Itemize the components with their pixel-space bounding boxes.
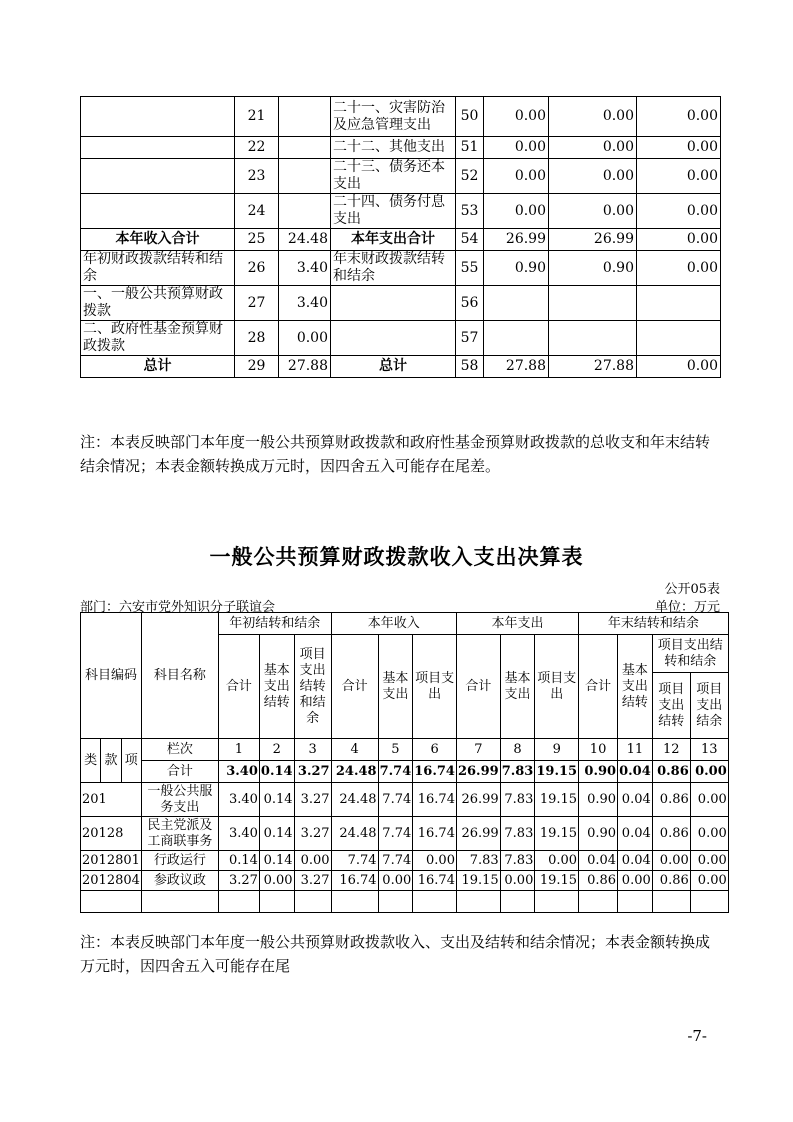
value-cell: 7.74 — [331, 851, 378, 871]
empty-cell — [618, 891, 653, 913]
column-number: 11 — [618, 739, 653, 761]
value-cell: 0.14 — [218, 851, 259, 871]
row-number: 25 — [235, 229, 279, 251]
subject-code: 20128 — [81, 817, 142, 851]
income-label — [81, 97, 235, 137]
empty-cell — [413, 891, 457, 913]
expense-label: 年末财政拨款结转和结余 — [331, 251, 456, 286]
value-cell: 3.40 — [218, 783, 259, 817]
value-cell: 0.00 — [294, 851, 331, 871]
header-group-3: 本年支出 — [456, 613, 578, 635]
expense-label: 本年支出合计 — [331, 229, 456, 251]
value-cell: 0.00 — [535, 851, 579, 871]
table-row — [81, 194, 721, 229]
value-cell: 0.90 — [579, 817, 618, 851]
header-basic-carry: 基本支出结转 — [259, 635, 294, 739]
value-cell: 0.86 — [652, 871, 690, 891]
income-amount: 3.40 — [279, 251, 331, 286]
income-amount — [279, 159, 331, 194]
value-cell: 3.27 — [218, 871, 259, 891]
unit-label: 单位：万元 — [654, 600, 720, 615]
column-number: 1 — [218, 739, 259, 761]
header-kuan: 款 — [101, 739, 121, 783]
column-number: 13 — [690, 739, 728, 761]
subject-name: 行政运行 — [141, 851, 218, 871]
expense-general: 26.99 — [549, 229, 637, 251]
department-label: 部门：六安市党外知识分子联谊会 — [80, 600, 276, 615]
subject-name: 参政议政 — [141, 871, 218, 891]
row-number: 23 — [235, 159, 279, 194]
value-cell: 0.00 — [378, 871, 413, 891]
column-number: 3 — [294, 739, 331, 761]
header-xiang: 项 — [121, 739, 141, 783]
row-number: 53 — [456, 194, 484, 229]
expense-total — [484, 286, 549, 321]
value-cell: 7.83 — [500, 783, 535, 817]
income-amount: 3.40 — [279, 286, 331, 321]
row-number: 29 — [235, 356, 279, 378]
expense-label: 二十一、灾害防治及应急管理支出 — [331, 97, 456, 137]
value-cell: 16.74 — [413, 783, 457, 817]
subject-code: 2012804 — [81, 871, 142, 891]
row-number: 54 — [456, 229, 484, 251]
expense-general: 0.00 — [549, 159, 637, 194]
expense-label: 总计 — [331, 356, 456, 378]
total-value: 0.86 — [652, 761, 690, 783]
value-cell: 26.99 — [456, 783, 500, 817]
value-cell: 24.48 — [331, 783, 378, 817]
expense-label: 二十三、债务还本支出 — [331, 159, 456, 194]
total-value: 0.90 — [579, 761, 618, 783]
row-number: 50 — [456, 97, 484, 137]
value-cell: 0.00 — [690, 871, 728, 891]
expense-total: 0.00 — [484, 137, 549, 159]
income-amount — [279, 97, 331, 137]
value-cell: 19.15 — [535, 871, 579, 891]
total-value: 3.40 — [218, 761, 259, 783]
value-cell: 0.04 — [579, 851, 618, 871]
table-row — [81, 229, 721, 251]
income-amount — [279, 137, 331, 159]
column-number: 12 — [652, 739, 690, 761]
column-number: 6 — [413, 739, 457, 761]
header-basic: 基本支出 — [500, 635, 535, 739]
form-code: 公开05表 — [664, 582, 720, 597]
empty-cell — [378, 891, 413, 913]
column-number: 7 — [456, 739, 500, 761]
table-row — [81, 817, 729, 851]
total-value: 19.15 — [535, 761, 579, 783]
income-amount — [279, 194, 331, 229]
table-row — [81, 871, 729, 891]
empty-cell — [331, 891, 378, 913]
empty-cell — [218, 891, 259, 913]
empty-cell — [690, 891, 728, 913]
expense-fund — [637, 321, 721, 356]
row-number: 26 — [235, 251, 279, 286]
value-cell: 0.04 — [618, 851, 653, 871]
header-total: 合计 — [218, 635, 259, 739]
value-cell: 16.74 — [331, 871, 378, 891]
total-value: 7.83 — [500, 761, 535, 783]
value-cell: 0.90 — [579, 783, 618, 817]
row-number: 28 — [235, 321, 279, 356]
subject-code: 2012801 — [81, 851, 142, 871]
header-project-carry-balance: 项目支出结转和结余 — [294, 635, 331, 739]
expense-general: 0.00 — [549, 137, 637, 159]
table-row — [81, 286, 721, 321]
value-cell: 0.14 — [259, 783, 294, 817]
expense-fund: 0.00 — [637, 137, 721, 159]
value-cell: 3.27 — [294, 871, 331, 891]
expense-total — [484, 321, 549, 356]
header-total: 合计 — [456, 635, 500, 739]
income-label: 总计 — [81, 356, 235, 378]
row-number: 56 — [456, 286, 484, 321]
income-label — [81, 137, 235, 159]
header-lanci: 栏次 — [141, 739, 218, 761]
budget-table — [80, 612, 729, 913]
value-cell: 7.74 — [378, 817, 413, 851]
value-cell: 16.74 — [413, 871, 457, 891]
empty-cell — [81, 891, 142, 913]
income-amount: 24.48 — [279, 229, 331, 251]
row-number: 55 — [456, 251, 484, 286]
empty-cell — [535, 891, 579, 913]
empty-cell — [652, 891, 690, 913]
value-cell: 7.83 — [456, 851, 500, 871]
value-cell: 0.04 — [618, 783, 653, 817]
income-label: 年初财政拨款结转和结余 — [81, 251, 235, 286]
note-1: 注：本表反映部门本年度一般公共预算财政拨款和政府性基金预算财政拨款的总收支和年末结转结余情况；本表金额转换成万元时，因四舍五入可能存在尾差。 — [80, 433, 711, 475]
column-number: 8 — [500, 739, 535, 761]
expense-label — [331, 286, 456, 321]
header-project-balance: 项目支出结余 — [690, 673, 728, 739]
header-project: 项目支出 — [535, 635, 579, 739]
total-value: 0.00 — [690, 761, 728, 783]
row-number: 27 — [235, 286, 279, 321]
table-row — [81, 251, 721, 286]
income-label: 一、一般公共预算财政拨款 — [81, 286, 235, 321]
page-title: 一般公共预算财政拨款收入支出决算表 — [209, 544, 584, 569]
value-cell: 0.00 — [259, 871, 294, 891]
expense-fund: 0.00 — [637, 194, 721, 229]
header-basic-carry: 基本支出结转 — [618, 635, 653, 739]
empty-cell — [579, 891, 618, 913]
value-cell: 19.15 — [535, 817, 579, 851]
value-cell: 0.86 — [652, 817, 690, 851]
value-cell: 0.00 — [652, 851, 690, 871]
value-cell: 0.04 — [618, 817, 653, 851]
value-cell: 0.00 — [618, 871, 653, 891]
table-row — [81, 783, 729, 817]
expense-fund: 0.00 — [637, 356, 721, 378]
expense-total: 26.99 — [484, 229, 549, 251]
value-cell: 3.27 — [294, 783, 331, 817]
expense-fund: 0.00 — [637, 97, 721, 137]
expense-fund: 0.00 — [637, 229, 721, 251]
row-number: 21 — [235, 97, 279, 137]
expense-general — [549, 321, 637, 356]
header-project-carry: 项目支出结转 — [652, 673, 690, 739]
value-cell: 16.74 — [413, 817, 457, 851]
column-number: 10 — [579, 739, 618, 761]
total-value: 3.27 — [294, 761, 331, 783]
row-number: 22 — [235, 137, 279, 159]
income-amount: 27.88 — [279, 356, 331, 378]
value-cell: 0.00 — [690, 851, 728, 871]
expense-total: 0.00 — [484, 194, 549, 229]
column-number: 5 — [378, 739, 413, 761]
expense-general: 0.90 — [549, 251, 637, 286]
value-cell: 0.00 — [690, 783, 728, 817]
total-label: 合计 — [141, 761, 218, 783]
value-cell: 7.83 — [500, 851, 535, 871]
table-row — [81, 851, 729, 871]
total-value: 0.14 — [259, 761, 294, 783]
subject-code: 201 — [81, 783, 142, 817]
value-cell: 7.83 — [500, 817, 535, 851]
row-number: 24 — [235, 194, 279, 229]
total-value: 26.99 — [456, 761, 500, 783]
expense-general — [549, 286, 637, 321]
header-project: 项目支出 — [413, 635, 457, 739]
value-cell: 0.00 — [500, 871, 535, 891]
expense-fund — [637, 286, 721, 321]
column-number: 2 — [259, 739, 294, 761]
column-number: 9 — [535, 739, 579, 761]
summary-table — [80, 96, 721, 378]
value-cell: 0.86 — [579, 871, 618, 891]
header-code: 科目编码 — [81, 613, 142, 739]
empty-cell — [456, 891, 500, 913]
subject-name: 一般公共服务支出 — [141, 783, 218, 817]
row-number: 58 — [456, 356, 484, 378]
empty-cell — [294, 891, 331, 913]
value-cell: 0.00 — [690, 817, 728, 851]
row-number: 57 — [456, 321, 484, 356]
expense-label: 二十二、其他支出 — [331, 137, 456, 159]
value-cell: 0.00 — [413, 851, 457, 871]
table-row — [81, 137, 721, 159]
header-name: 科目名称 — [141, 613, 218, 739]
income-label: 二、政府性基金预算财政拨款 — [81, 321, 235, 356]
expense-general: 27.88 — [549, 356, 637, 378]
expense-label — [331, 321, 456, 356]
header-total: 合计 — [579, 635, 618, 739]
income-label — [81, 194, 235, 229]
note-2: 注：本表反映部门本年度一般公共预算财政拨款收入、支出及结转和结余情况；本表金额转换成万元时，因四舍五入可能存在尾 — [80, 933, 711, 975]
table-row — [81, 321, 721, 356]
row-number: 52 — [456, 159, 484, 194]
empty-cell — [500, 891, 535, 913]
value-cell: 0.14 — [259, 817, 294, 851]
expense-label: 二十四、债务付息支出 — [331, 194, 456, 229]
header-project-carry-balance: 项目支出结转和结余 — [652, 635, 728, 673]
column-number: 4 — [331, 739, 378, 761]
value-cell: 24.48 — [331, 817, 378, 851]
table-row — [81, 356, 721, 378]
income-label: 本年收入合计 — [81, 229, 235, 251]
expense-general: 0.00 — [549, 97, 637, 137]
income-label — [81, 159, 235, 194]
income-amount: 0.00 — [279, 321, 331, 356]
value-cell: 19.15 — [456, 871, 500, 891]
header-group-1: 年初结转和结余 — [218, 613, 331, 635]
subject-name: 民主党派及工商联事务 — [141, 817, 218, 851]
header-total: 合计 — [331, 635, 378, 739]
header-basic: 基本支出 — [378, 635, 413, 739]
value-cell: 0.86 — [652, 783, 690, 817]
expense-total: 27.88 — [484, 356, 549, 378]
expense-fund: 0.00 — [637, 159, 721, 194]
expense-total: 0.00 — [484, 97, 549, 137]
value-cell: 7.74 — [378, 851, 413, 871]
header-lei: 类 — [81, 739, 101, 783]
value-cell: 7.74 — [378, 783, 413, 817]
value-cell: 0.14 — [259, 851, 294, 871]
total-value: 24.48 — [331, 761, 378, 783]
empty-cell — [141, 891, 218, 913]
value-cell: 3.27 — [294, 817, 331, 851]
expense-total: 0.00 — [484, 159, 549, 194]
row-number: 51 — [456, 137, 484, 159]
total-value: 7.74 — [378, 761, 413, 783]
value-cell: 3.40 — [218, 817, 259, 851]
page-number: -7- — [687, 1027, 707, 1045]
value-cell: 26.99 — [456, 817, 500, 851]
total-value: 0.04 — [618, 761, 653, 783]
empty-cell — [259, 891, 294, 913]
empty-row — [81, 891, 729, 913]
value-cell: 19.15 — [535, 783, 579, 817]
expense-general: 0.00 — [549, 194, 637, 229]
header-group-4: 年末结转和结余 — [579, 613, 729, 635]
expense-fund: 0.00 — [637, 251, 721, 286]
expense-total: 0.90 — [484, 251, 549, 286]
total-value: 16.74 — [413, 761, 457, 783]
table-row — [81, 97, 721, 137]
header-group-2: 本年收入 — [331, 613, 456, 635]
table-row — [81, 159, 721, 194]
